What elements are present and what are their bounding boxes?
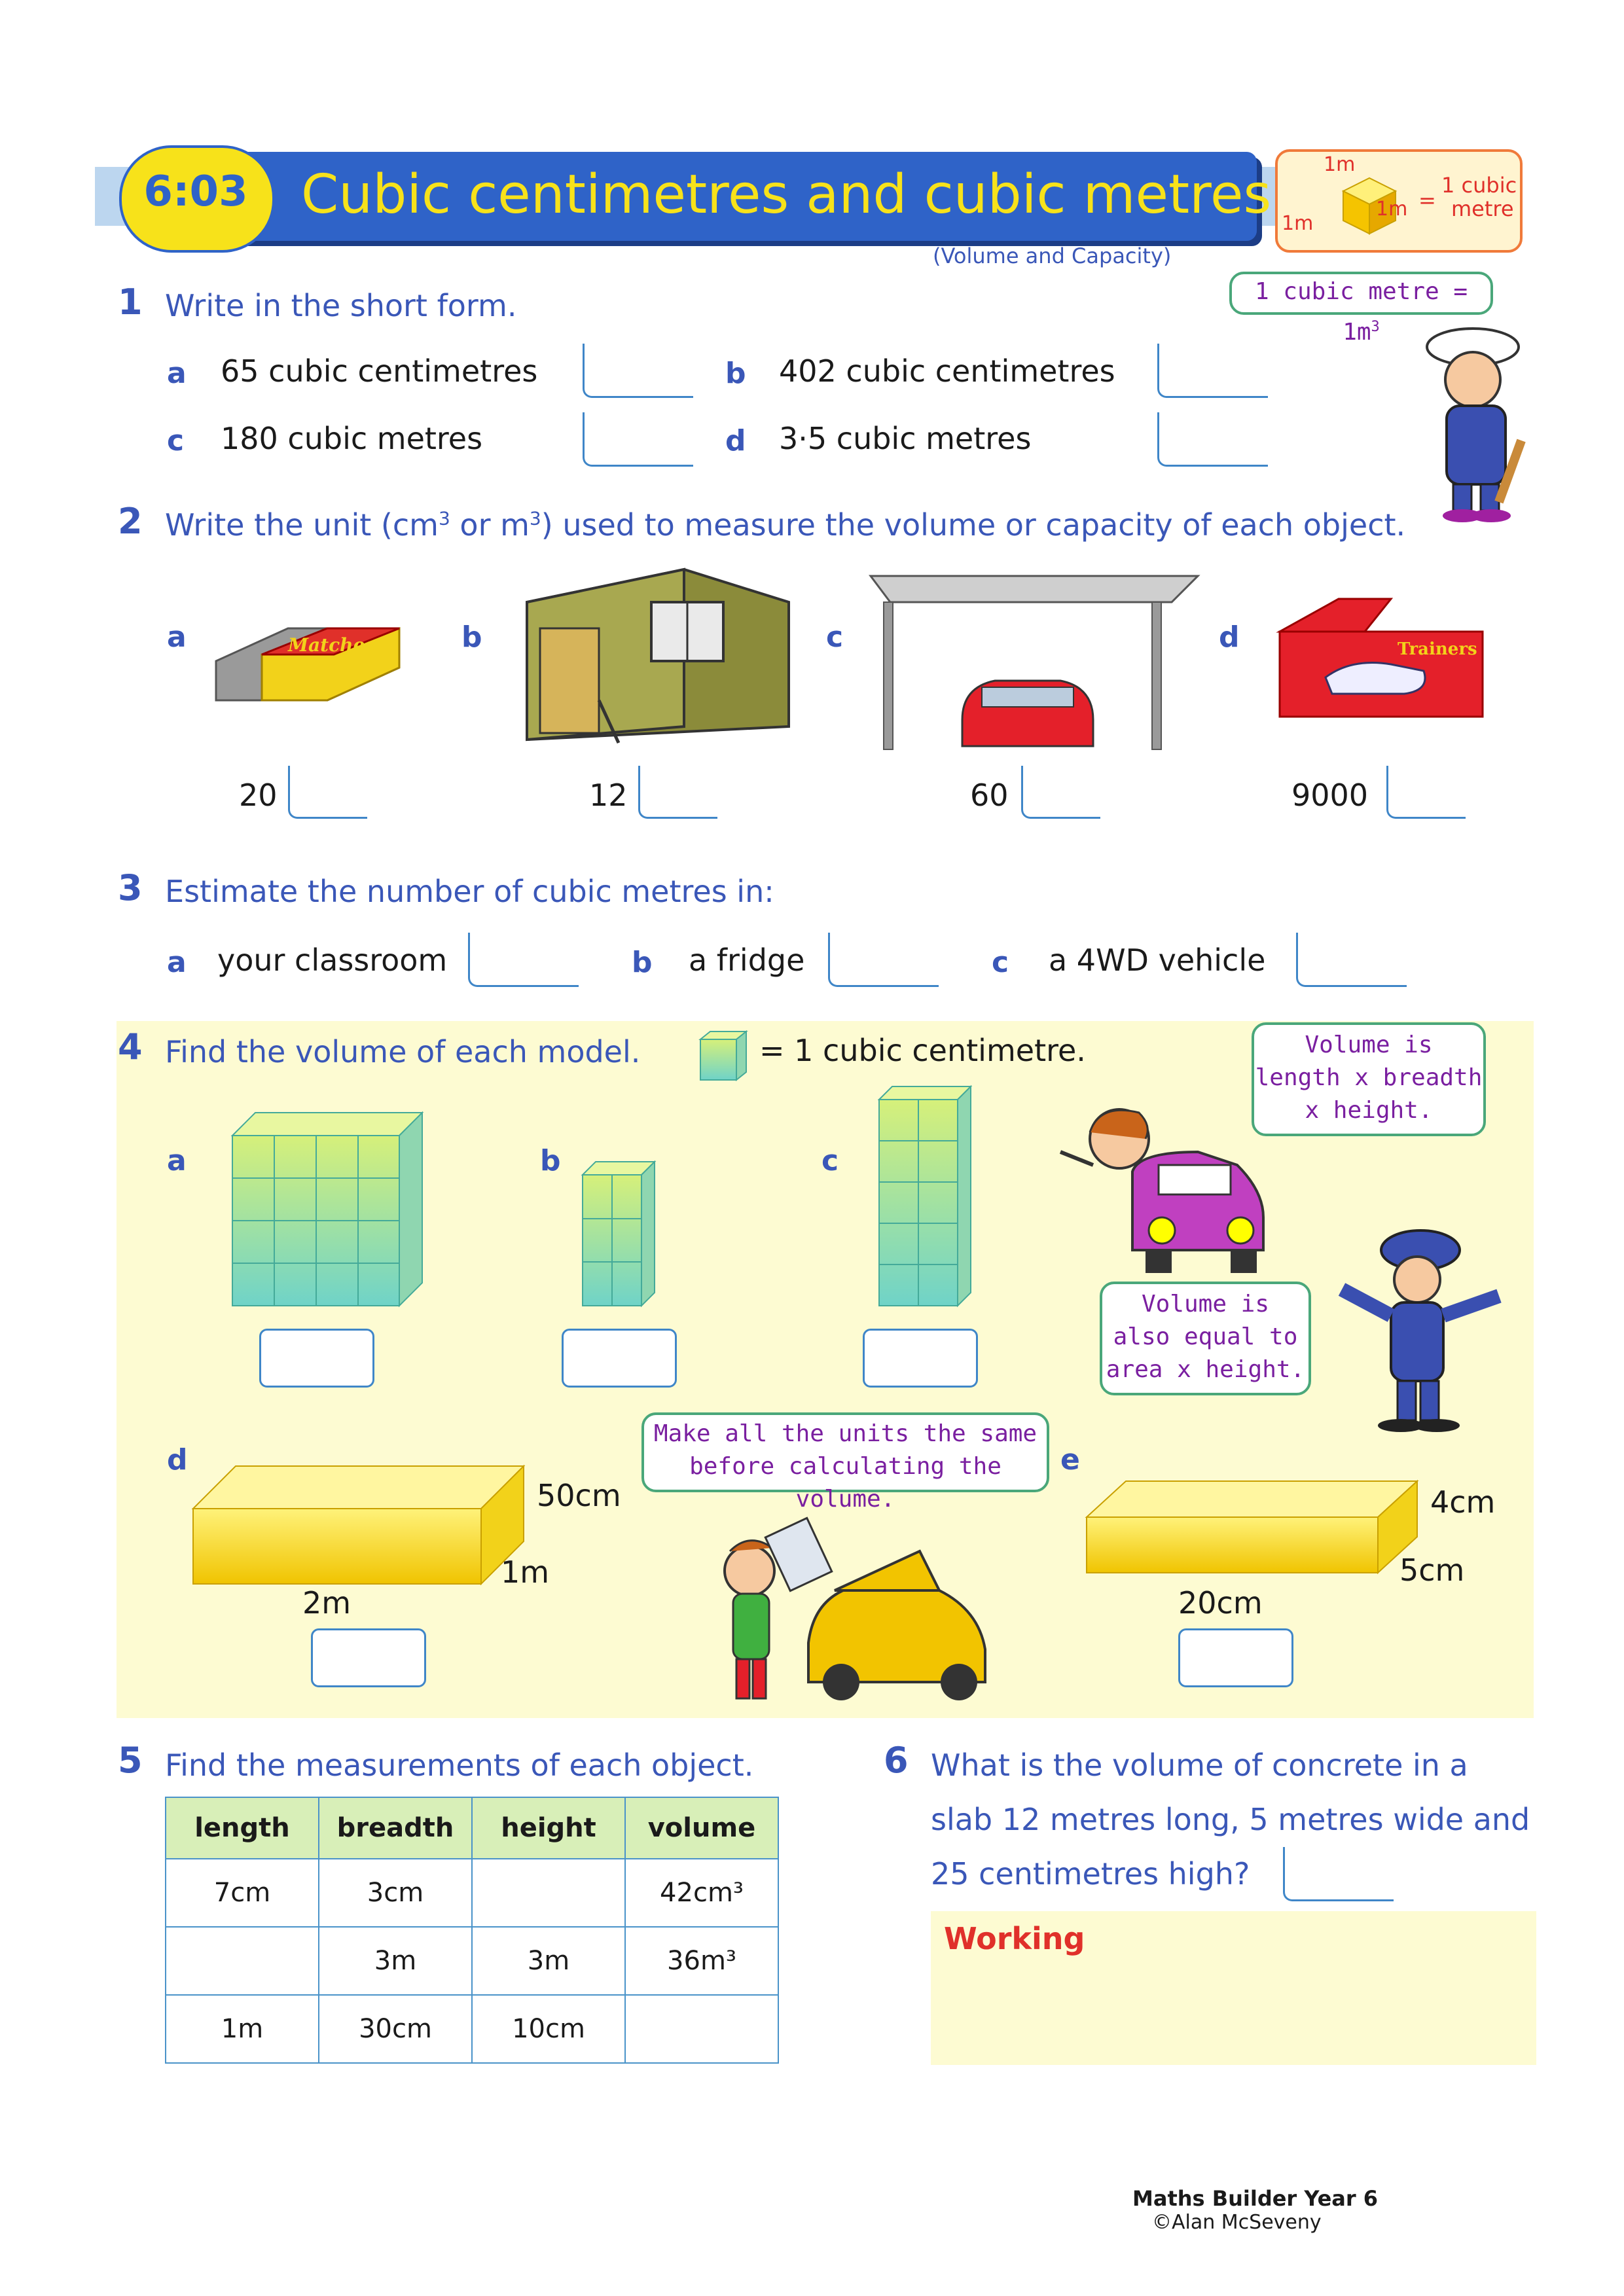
answer-cell[interactable] <box>472 1859 625 1927</box>
q3b-text: a fridge <box>689 942 805 978</box>
q2-text-b: or m <box>450 507 530 543</box>
q2c-answer[interactable] <box>1021 766 1100 819</box>
matchbox-label: Matches <box>288 634 376 656</box>
cell: 1m <box>166 1995 319 2063</box>
q4e-height-label: 4cm <box>1430 1484 1496 1520</box>
cell: 3cm <box>319 1859 472 1927</box>
q2-sup-1: 3 <box>438 507 450 529</box>
q3b-answer[interactable] <box>828 933 939 987</box>
cube-top-label: 1m <box>1324 153 1356 176</box>
q2c-letter: c <box>826 620 844 654</box>
q2a-answer[interactable] <box>288 766 367 819</box>
q4-formula-line-2: length x breadth <box>1255 1064 1483 1091</box>
model-c <box>876 1083 974 1309</box>
q3-text: Estimate the number of cubic metres in: <box>165 874 774 909</box>
q2-text-c: ) used to measure the volume or capacity of each object. <box>541 507 1406 543</box>
shoebox-icon <box>1273 592 1489 723</box>
q5-measurements-table <box>165 1797 779 2064</box>
q2-number: 2 <box>118 501 143 542</box>
girl-car-cartoon <box>1054 1100 1296 1283</box>
answer-cell[interactable] <box>166 1927 319 1995</box>
cubic-metre-key <box>1275 149 1523 253</box>
q4a-answer[interactable] <box>259 1329 374 1388</box>
header-height: height <box>472 1797 625 1859</box>
model-d-prism <box>190 1463 530 1587</box>
q2b-letter: b <box>461 620 482 654</box>
q4e-answer[interactable] <box>1178 1628 1293 1687</box>
cell: 10cm <box>472 1995 625 2063</box>
q3c-text: a 4WD vehicle <box>1049 942 1266 978</box>
model-e-prism <box>1083 1478 1424 1576</box>
q1-number: 1 <box>118 281 143 323</box>
cube-label-1: 1 cubic <box>1441 173 1517 198</box>
model-b <box>579 1158 658 1309</box>
q4d-answer[interactable] <box>311 1628 426 1687</box>
q4c-answer[interactable] <box>863 1329 978 1388</box>
carport-icon <box>864 569 1204 753</box>
cell: 3m <box>472 1927 625 1995</box>
q3c-letter: c <box>992 946 1009 979</box>
q4-text: Find the volume of each model. <box>165 1034 641 1069</box>
table-row <box>166 1859 778 1927</box>
q4-key-text: = 1 cubic centimetre. <box>759 1033 1086 1068</box>
q2a-letter: a <box>167 620 187 654</box>
q2d-letter: d <box>1219 620 1240 654</box>
q3a-answer[interactable] <box>468 933 579 987</box>
q2b-value: 12 <box>589 778 628 813</box>
q1a-text: 65 cubic centimetres <box>221 353 538 389</box>
cube-right-label: 1m <box>1376 198 1408 221</box>
cell: 30cm <box>319 1995 472 2063</box>
cube-label-2: metre <box>1451 196 1514 221</box>
cell: 36m³ <box>625 1927 778 1995</box>
header-length: length <box>166 1797 319 1859</box>
table-row <box>166 1927 778 1995</box>
matchbox-icon <box>209 622 406 707</box>
q1b-answer[interactable] <box>1157 344 1268 398</box>
q1a-letter: a <box>167 357 187 390</box>
model-a <box>229 1109 425 1309</box>
q1-hint-text: 1 cubic metre = 1m <box>1254 278 1468 346</box>
q1-hint-sup: 3 <box>1371 319 1380 335</box>
shed-icon <box>488 563 795 746</box>
table-row <box>166 1995 778 2063</box>
subtitle: (Volume and Capacity) <box>933 243 1172 268</box>
q6-line-2: slab 12 metres long, 5 metres wide and <box>931 1802 1530 1837</box>
q1d-text: 3·5 cubic metres <box>779 421 1032 456</box>
policeman-cartoon <box>1407 308 1538 524</box>
q4c-letter: c <box>821 1144 839 1177</box>
header-volume: volume <box>625 1797 778 1859</box>
boy-car-cartoon <box>704 1512 1005 1708</box>
q3-number: 3 <box>118 867 143 908</box>
table-header-row <box>166 1797 778 1859</box>
q4-formula-line-1: Volume is <box>1305 1031 1433 1058</box>
q1c-answer[interactable] <box>583 412 693 467</box>
q1d-letter: d <box>725 424 746 457</box>
q4-number: 4 <box>118 1026 143 1067</box>
q6-working-label: Working <box>944 1921 1085 1956</box>
cube-equals: = <box>1418 188 1436 213</box>
footer-copyright: ©Alan McSeveny <box>1152 2211 1322 2234</box>
q6-line-1: What is the volume of concrete in a <box>931 1748 1468 1783</box>
q3a-text: your classroom <box>217 942 448 978</box>
q2a-value: 20 <box>239 778 278 813</box>
q4-units-line-1: Make all the units the same <box>653 1420 1038 1447</box>
q3c-answer[interactable] <box>1296 933 1407 987</box>
q1b-text: 402 cubic centimetres <box>779 353 1115 389</box>
q3a-letter: a <box>167 946 187 979</box>
q2-text-a: Write the unit (cm <box>165 507 439 543</box>
q4-area-line-2: also equal to <box>1113 1323 1298 1350</box>
q2c-value: 60 <box>970 778 1009 813</box>
q4e-depth-label: 5cm <box>1399 1552 1465 1588</box>
q6-number: 6 <box>884 1740 909 1781</box>
q4d-height-label: 50cm <box>537 1478 621 1513</box>
q6-answer[interactable] <box>1283 1847 1394 1901</box>
q4b-answer[interactable] <box>562 1329 677 1388</box>
q2-sup-2: 3 <box>529 507 541 529</box>
q4e-length-label: 20cm <box>1178 1585 1263 1621</box>
policeman-pointing-cartoon <box>1303 1217 1532 1433</box>
q1b-letter: b <box>725 357 746 390</box>
unit-cube-icon <box>694 1026 753 1085</box>
shoebox-label: Trainers <box>1398 639 1477 659</box>
q2d-value: 9000 <box>1291 778 1369 813</box>
lesson-code: 6:03 <box>143 168 248 216</box>
cell: 7cm <box>166 1859 319 1927</box>
q1d-answer[interactable] <box>1157 412 1268 467</box>
q4-formula-line-3: x height. <box>1305 1097 1433 1124</box>
q6-line-3: 25 centimetres high? <box>931 1856 1250 1892</box>
q2d-answer[interactable] <box>1386 766 1466 819</box>
q2b-answer[interactable] <box>638 766 717 819</box>
q2-text <box>165 507 1405 543</box>
answer-cell[interactable] <box>625 1995 778 2063</box>
q4a-letter: a <box>167 1144 187 1177</box>
footer-book-title: Maths Builder Year 6 <box>1132 2186 1379 2211</box>
page-title: Cubic centimetres and cubic metres <box>301 164 1272 226</box>
q1c-text: 180 cubic metres <box>221 421 483 456</box>
cell: 3m <box>319 1927 472 1995</box>
q4e-letter: e <box>1060 1443 1080 1477</box>
q1c-letter: c <box>167 424 185 457</box>
q4-units-line-2: before calculating the volume. <box>689 1453 1001 1513</box>
header-breadth: breadth <box>319 1797 472 1859</box>
q5-number: 5 <box>118 1740 143 1781</box>
q3b-letter: b <box>632 946 653 979</box>
q4d-length-label: 2m <box>302 1585 352 1621</box>
q1-text: Write in the short form. <box>165 288 517 323</box>
q4-area-bubble <box>1100 1282 1311 1395</box>
q4d-letter: d <box>167 1443 188 1477</box>
q4-units-bubble <box>641 1412 1049 1513</box>
q4b-letter: b <box>540 1144 561 1177</box>
cell: 42cm³ <box>625 1859 778 1927</box>
q1a-answer[interactable] <box>583 344 693 398</box>
cube-left-label: 1m <box>1282 212 1314 235</box>
q4d-depth-label: 1m <box>501 1554 550 1590</box>
q4-area-line-3: area x height. <box>1106 1356 1305 1383</box>
q4-area-line-1: Volume is <box>1141 1291 1270 1318</box>
q5-text: Find the measurements of each object. <box>165 1748 754 1783</box>
